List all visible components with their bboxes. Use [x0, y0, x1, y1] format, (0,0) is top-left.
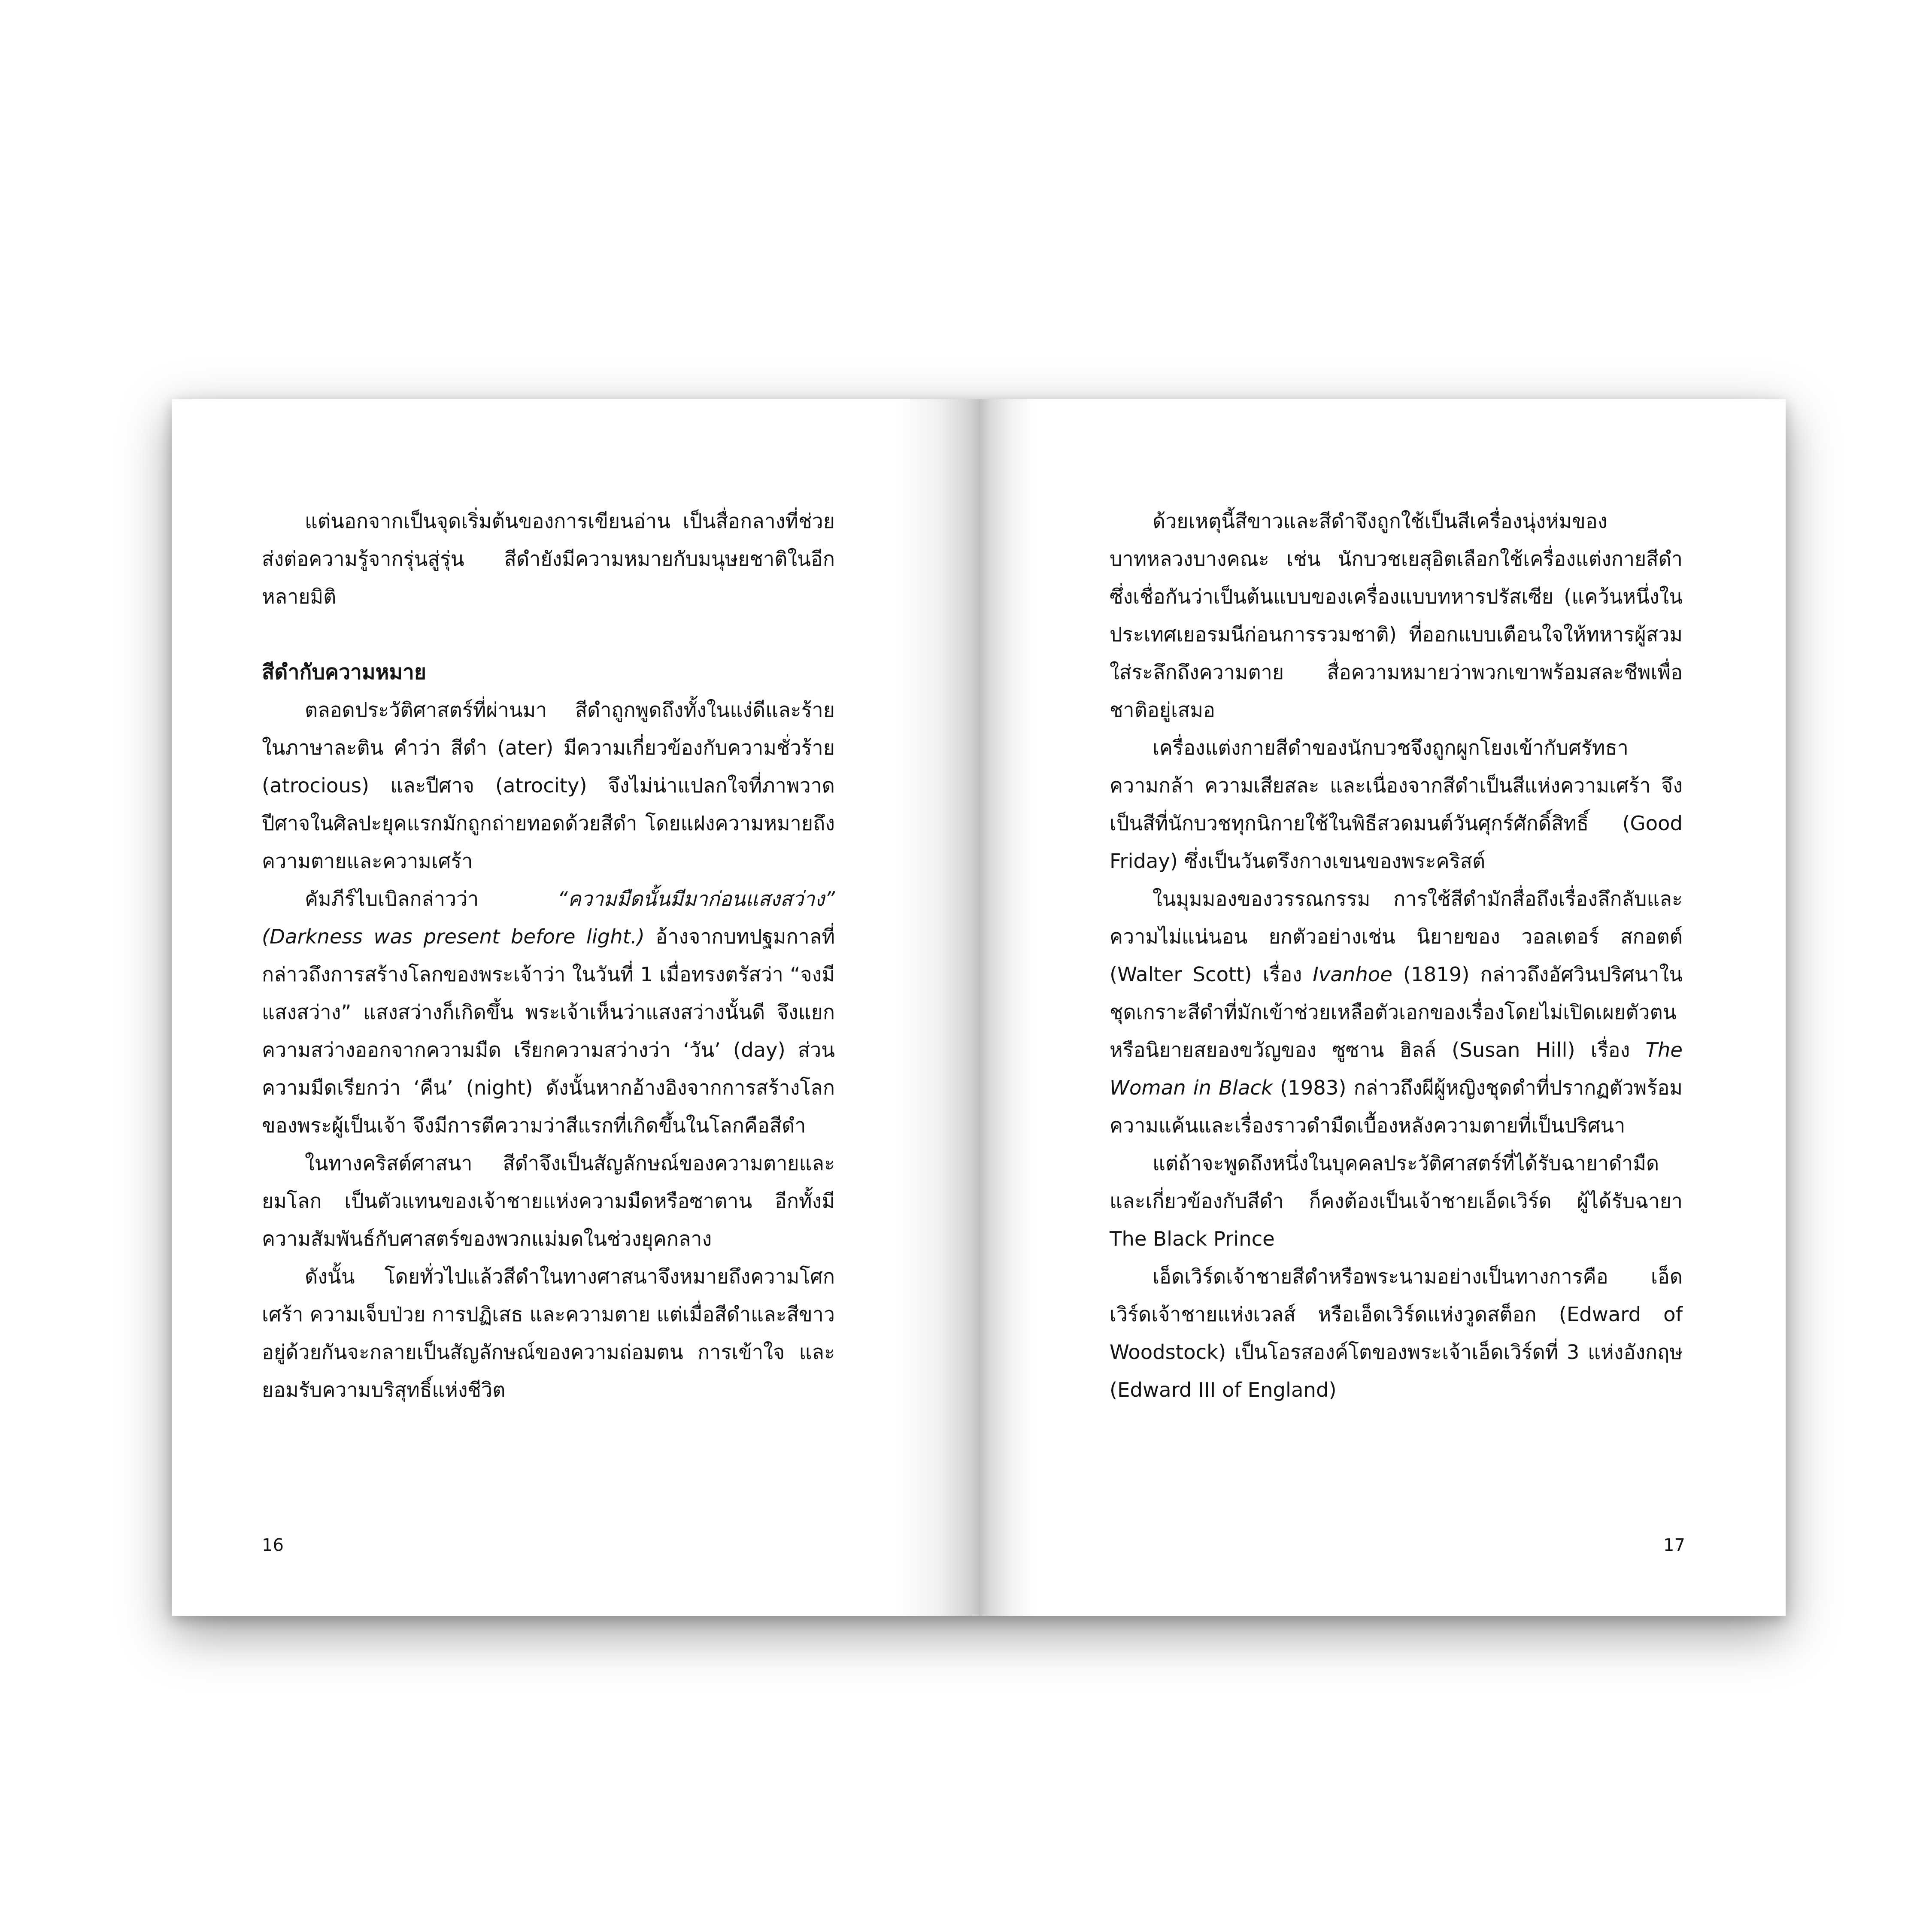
page-number: 16 — [262, 1535, 284, 1555]
bible-quote: “ความมืดนั้นมีมาก่อนแสงสว่าง” (Darkness was present before light.) — [262, 887, 835, 948]
paragraph: เครื่องแต่งกายสีดำของนักบวชจึงถูกผูกโยงเข้ากับศรัทธา ความกล้า ความเสียสละ และเนื่องจากสีดำเป็นสีแห่งความเศร้า จึงเป็นสีที่นักบวชทุกนิกายใช้ในพิธีสวดมนต์วันศุกร์ศักดิ์สิทธิ์ (Good Friday) ซึ่งเป็นวันตรึงกางเขนของพระคริสต์ — [1110, 736, 1683, 873]
page-number: 17 — [1663, 1535, 1685, 1555]
paragraph: แต่นอกจากเป็นจุดเริ่มต้นของการเขียนอ่าน เป็นสื่อกลางที่ช่วยส่งต่อความรู้จากรุ่นสู่รุ่น สีดำยังมีความหมายกับมนุษยชาติในอีกหลายมิติ — [262, 510, 835, 608]
paragraph: ในทางคริสต์ศาสนา สีดำจึงเป็นสัญลักษณ์ของความตายและยมโลก เป็นตัวแทนของเจ้าชายแห่งความมืดหรือซาตาน อีกทั้งมีความสัมพันธ์กับศาสตร์ของพวกแม่มดในช่วงยุคกลาง — [262, 1152, 835, 1250]
paragraph: แต่ถ้าจะพูดถึงหนึ่งในบุคคลประวัติศาสตร์ที่ได้รับฉายาดำมืดและเกี่ยวข้องกับสีดำ ก็คงต้องเป็นเจ้าชายเอ็ดเวิร์ด ผู้ได้รับฉายา The Black Prince — [1110, 1152, 1683, 1250]
paragraph: เอ็ดเวิร์ดเจ้าชายสีดำหรือพระนามอย่างเป็นทางการคือ เอ็ดเวิร์ดเจ้าชายแห่งเวลส์ หรือเอ็ดเวิร์ดแห่งวูดสต็อก (Edward of Woodstock) เป็นโอรสองค์โตของพระเจ้าเอ็ดเวิร์ดที่ 3 แห่งอังกฤษ (Edward III of England) — [1110, 1265, 1683, 1401]
right-page — [979, 399, 1786, 1616]
paragraph-text: (1819) กล่าวถึงอัศวินปริศนาในชุดเกราะสีดำที่มักเข้าช่วยเหลือตัวเอกของเรื่องโดยไม่เปิดเผยตัวตน หรือนิยายสยองขวัญของ ซูซาน ฮิลล์ (Susan Hill) เรื่อง — [1110, 963, 1683, 1062]
left-page — [172, 399, 979, 1616]
paragraph-text: คัมภีร์ไบเบิลกล่าวว่า — [305, 887, 558, 910]
book-title: Ivanhoe — [1313, 963, 1392, 986]
book-title: The Woman in Black — [1110, 1038, 1683, 1099]
paragraph-text: (1983) กล่าวถึงผีผู้หญิงชุดดำที่ปรากฏตัวพร้อมความแค้นและเรื่องราวดำมืดเบื้องหลังความตายที่เป็นปริศนา — [1110, 1076, 1683, 1137]
paragraph: ดังนั้น โดยทั่วไปแล้วสีดำในทางศาสนาจึงหมายถึงความโศกเศร้า ความเจ็บป่วย การปฏิเสธ และความตาย แต่เมื่อสีดำและสีขาวอยู่ด้วยกันจะกลายเป็นสัญลักษณ์ของความถ่อมตน การเข้าใจ และยอมรับความบริสุทธิ์แห่งชีวิต — [262, 1265, 835, 1401]
left-page-text — [262, 502, 835, 1409]
paragraph: ด้วยเหตุนี้สีขาวและสีดำจึงถูกใช้เป็นสีเครื่องนุ่งห่มของบาทหลวงบางคณะ เช่น นักบวชเยสุอิตเลือกใช้เครื่องแต่งกายสีดำ ซึ่งเชื่อกันว่าเป็นต้นแบบของเครื่องแบบทหารปรัสเซีย (แคว้นหนึ่งในประเทศเยอรมนีก่อนการรวมชาติ) ที่ออกแบบเตือนใจให้ทหารผู้สวมใส่ระลึกถึงความตาย สื่อความหมายว่าพวกเขาพร้อมสละชีพเพื่อชาติอยู่เสมอ — [1110, 510, 1683, 722]
paragraph: ตลอดประวัติศาสตร์ที่ผ่านมา สีดำถูกพูดถึงทั้งในแง่ดีและร้าย ในภาษาละติน คำว่า สีดำ (ater) มีความเกี่ยวข้องกับความชั่วร้าย (atrocious) และปีศาจ (atrocity) จึงไม่น่าแปลกใจที่ภาพวาดปีศาจในศิลปะยุคแรกมักถูกถ่ายทอดด้วยสีดำ โดยแฝงความหมายถึงความตายและความเศร้า — [262, 698, 835, 873]
paragraph — [262, 880, 835, 1144]
right-page-text — [1110, 502, 1683, 1409]
section-heading: สีดำกับความหมาย — [262, 660, 426, 684]
paragraph-text: อ้างจากบทปฐมกาลที่กล่าวถึงการสร้างโลกของพระเจ้าว่า ในวันที่ 1 เมื่อทรงตรัสว่า “จงมีแสงสว่าง” แสงสว่างก็เกิดขึ้น พระเจ้าเห็นว่าแสงสว่างนั้นดี จึงแยกความสว่างออกจากความมืด เรียกความสว่างว่า ‘วัน’ (day) ส่วนความมืดเรียกว่า ‘คืน’ (night) ดังนั้นหากอ้างอิงจากการสร้างโลกของพระผู้เป็นเจ้า จึงมีการตีความว่าสีแรกที่เกิดขึ้นในโลกคือสีดำ — [262, 925, 835, 1137]
open-book — [172, 399, 1786, 1616]
paragraph-text: ในมุมมองของวรรณกรรม การใช้สีดำมักสื่อถึงเรื่องลึกลับและความไม่แน่นอน ยกตัวอย่างเช่น นิยายของ วอลเตอร์ สกอตต์ (Walter Scott) เรื่อง — [1110, 887, 1683, 986]
paragraph — [1110, 880, 1683, 1144]
